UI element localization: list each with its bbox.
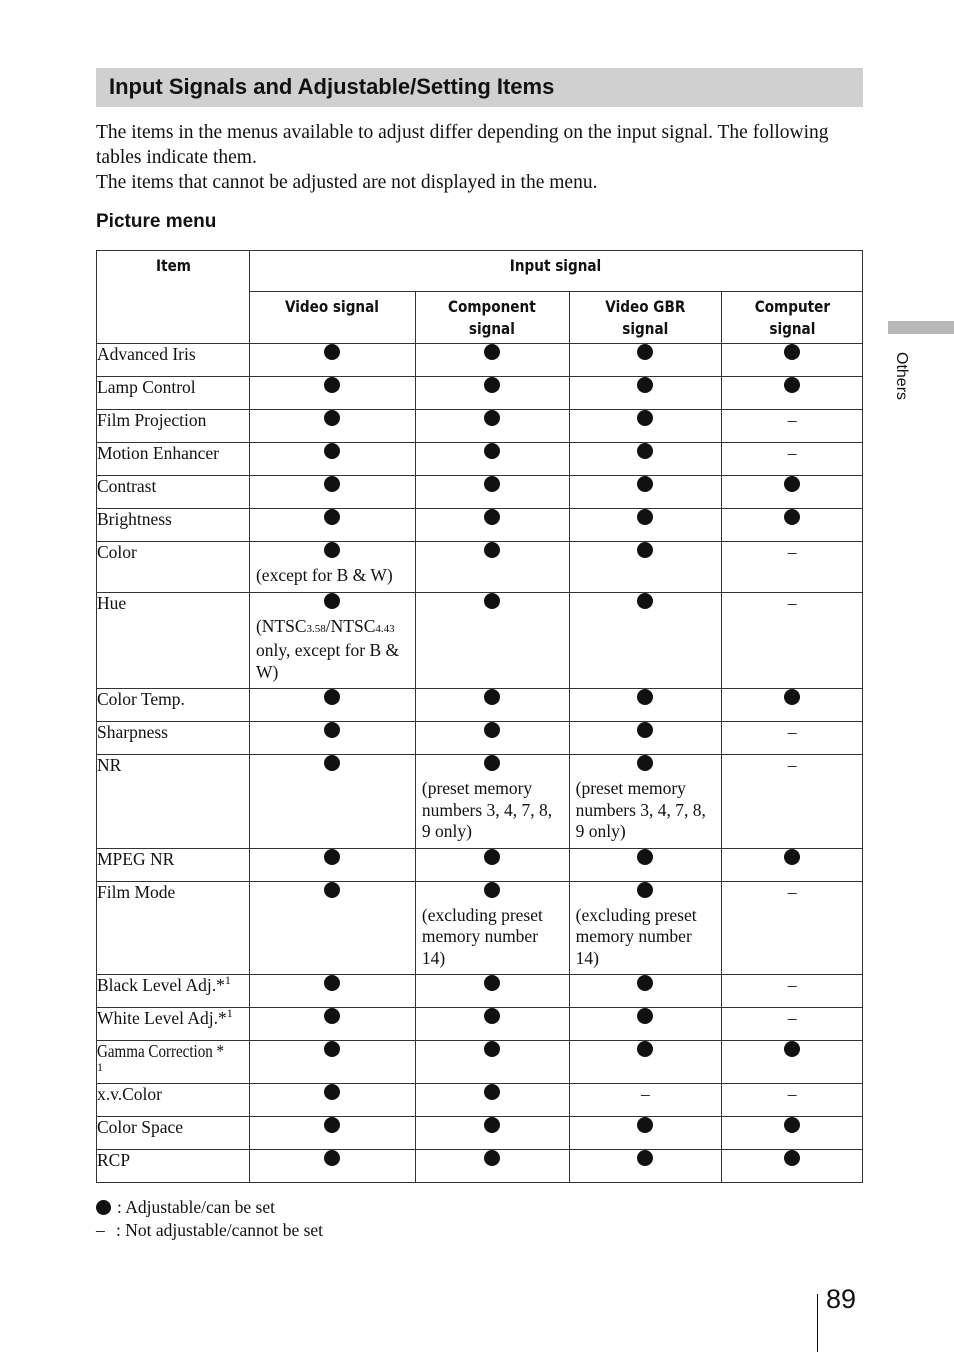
- table-row: [97, 755, 863, 849]
- signal-cell: [722, 476, 863, 509]
- signal-cell: [722, 848, 863, 881]
- adjustable-dot-icon: [637, 410, 653, 426]
- adjustable-dot-icon: [324, 1084, 340, 1100]
- not-adjustable-dash: –: [787, 881, 797, 902]
- adjustable-dot-icon: [637, 1150, 653, 1166]
- signal-cell: [249, 542, 415, 593]
- adjustable-dot-icon: [784, 476, 800, 492]
- signal-cell: [415, 848, 569, 881]
- header-video-signal: Video signal: [262, 292, 403, 344]
- header-input-signal: Input signal: [295, 251, 816, 292]
- not-adjustable-dash: –: [787, 1084, 797, 1104]
- row-item-label: [97, 443, 250, 476]
- row-item-label: [97, 1041, 250, 1084]
- adjustable-dot-icon: [484, 1150, 500, 1166]
- adjustable-dot-icon: [324, 344, 340, 360]
- side-tab-label: Others: [893, 352, 910, 401]
- item-text: Brightness: [97, 509, 172, 529]
- row-item-label: [97, 542, 250, 593]
- not-adjustable-dash: –: [787, 542, 797, 562]
- header-video-gbr-signal: Video GBR signal: [581, 292, 711, 344]
- note-part: 3.58: [306, 622, 326, 635]
- row-item-label: [97, 592, 250, 689]
- legend-not-adjustable: [96, 1219, 323, 1242]
- adjustable-dot-icon: [324, 1117, 340, 1133]
- signal-cell: [249, 344, 415, 377]
- adjustable-dot-icon: [484, 689, 500, 705]
- signal-cell: [722, 975, 863, 1008]
- signal-cell: [249, 443, 415, 476]
- adjustable-dot-icon: [637, 755, 653, 771]
- adjustable-dot-icon: [637, 443, 653, 459]
- adjustable-dot-icon: [324, 1150, 340, 1166]
- adjustable-dot-icon: [324, 975, 340, 991]
- adjustable-dot-icon: [484, 882, 500, 898]
- not-adjustable-dash: –: [787, 755, 797, 775]
- signal-cell: [569, 592, 722, 689]
- row-item-label: [97, 722, 250, 755]
- legend: [96, 1196, 323, 1242]
- adjustable-dot-icon: [637, 377, 653, 393]
- note-part: only, except for B & W): [255, 640, 400, 682]
- signal-cell: [415, 689, 569, 722]
- adjustable-dot-icon: [784, 344, 800, 360]
- adjustable-dot-icon: [637, 1117, 653, 1133]
- table-row: [97, 542, 863, 593]
- signal-cell: [249, 755, 415, 849]
- row-item-label: [97, 689, 250, 722]
- adjustable-dot-icon: [484, 542, 500, 558]
- signal-cell: [569, 377, 722, 410]
- cell-note: (excluding preset memory number 14): [421, 904, 543, 968]
- page-number-rule: [817, 1294, 818, 1352]
- note-part: (NTSC: [255, 615, 307, 636]
- signal-cell: [249, 1041, 415, 1084]
- adjustable-dot-icon: [324, 722, 340, 738]
- item-text: MPEG NR: [97, 848, 175, 869]
- item-text: Advanced Iris: [97, 344, 196, 364]
- adjustable-dot-icon: [324, 542, 340, 558]
- not-adjustable-dash: –: [787, 443, 797, 463]
- adjustable-dot-icon: [637, 689, 653, 705]
- table-row: [97, 410, 863, 443]
- header-component-signal: Component signal: [427, 292, 558, 344]
- signal-cell: [569, 509, 722, 542]
- table-row: [97, 344, 863, 377]
- adjustable-dot-icon: [484, 593, 500, 609]
- signal-cell: [569, 755, 722, 849]
- header-item: Item: [108, 251, 238, 344]
- adjustable-dot-icon: [324, 1008, 340, 1024]
- note-part: /: [325, 615, 331, 636]
- adjustable-dot-icon: [324, 476, 340, 492]
- adjustable-dot-icon: [484, 377, 500, 393]
- table-row: [97, 975, 863, 1008]
- table-row: [97, 848, 863, 881]
- legend-not-adjustable-text: : Not adjustable/cannot be set: [116, 1220, 324, 1240]
- signal-cell: [569, 881, 722, 975]
- signal-cell: [722, 344, 863, 377]
- adjustable-dot-icon: [324, 410, 340, 426]
- signal-cell: [569, 722, 722, 755]
- adjustable-dot-icon: [784, 377, 800, 393]
- table-row: [97, 881, 863, 975]
- adjustable-dot-icon: [484, 476, 500, 492]
- signal-cell: [722, 377, 863, 410]
- row-item-label: [97, 476, 250, 509]
- table-row: [97, 1041, 863, 1084]
- note-part: 4.43: [375, 622, 395, 635]
- not-adjustable-dash: –: [641, 1084, 650, 1104]
- adjustable-dot-icon: [484, 1084, 500, 1100]
- adjustable-dot-icon: [484, 1117, 500, 1133]
- item-text: Film Projection: [97, 410, 207, 430]
- signal-cell: [722, 1041, 863, 1084]
- signal-cell: [722, 1117, 863, 1150]
- adjustable-dot-icon: [484, 722, 500, 738]
- table-row: [97, 592, 863, 689]
- adjustable-dot-icon: [637, 344, 653, 360]
- row-item-label: [97, 410, 250, 443]
- adjustable-dot-icon: [324, 377, 340, 393]
- legend-adjustable-text: : Adjustable/can be set: [117, 1197, 275, 1217]
- adjustable-dot-icon: [484, 1008, 500, 1024]
- signal-cell: [415, 722, 569, 755]
- signal-cell: [415, 1117, 569, 1150]
- adjustable-dot-icon: [324, 689, 340, 705]
- cell-note: (excluding preset memory number 14): [575, 904, 697, 968]
- adjustable-dot-icon: [484, 410, 500, 426]
- footnote-marker: 1: [224, 973, 231, 988]
- signal-cell: [415, 344, 569, 377]
- item-text: Color Space: [97, 1117, 184, 1137]
- row-item-label: [97, 1008, 250, 1041]
- side-tab-marker: [888, 321, 954, 334]
- page-number: 89: [826, 1284, 857, 1314]
- signal-cell: [249, 1150, 415, 1183]
- row-item-label: [97, 377, 250, 410]
- adjustable-dot-icon: [637, 542, 653, 558]
- row-item-label: [97, 1150, 250, 1183]
- signal-cell: [249, 1117, 415, 1150]
- adjustable-dot-icon: [637, 849, 653, 865]
- adjustable-dot-icon: [484, 975, 500, 991]
- item-text: NR: [97, 755, 122, 775]
- cell-note: [250, 614, 415, 689]
- signal-cell: [722, 509, 863, 542]
- item-text: Color: [97, 542, 137, 562]
- intro-text: [96, 120, 866, 195]
- adjustable-dot-icon: [784, 689, 800, 705]
- adjustable-dot-icon: [324, 849, 340, 865]
- adjustable-dot-icon: [784, 1041, 800, 1057]
- legend-adjustable: [96, 1196, 323, 1219]
- row-item-label: [97, 1084, 250, 1117]
- signal-cell: [415, 509, 569, 542]
- item-text: x.v.Color: [97, 1084, 162, 1104]
- adjustable-dot-icon: [484, 344, 500, 360]
- item-text: Film Mode: [97, 881, 176, 902]
- signal-cell: [569, 1041, 722, 1084]
- item-text: White Level Adj.*: [97, 1008, 227, 1028]
- signal-cell: [415, 1150, 569, 1183]
- signal-cell: [415, 1084, 569, 1117]
- signal-cell: [249, 881, 415, 975]
- adjustable-dot-icon: [784, 1150, 800, 1166]
- adjustable-dot-icon: [784, 849, 800, 865]
- item-text: Color Temp.: [97, 689, 185, 709]
- note-part: NTSC: [330, 615, 376, 636]
- signal-cell: [415, 542, 569, 593]
- header-computer-signal: Computer signal: [732, 292, 852, 344]
- row-item-label: [97, 755, 250, 849]
- signal-cell: [722, 881, 863, 975]
- table-row: [97, 1150, 863, 1183]
- adjustable-dot-icon: [637, 476, 653, 492]
- table-row: [97, 689, 863, 722]
- signal-cell: [722, 722, 863, 755]
- adjustable-dot-icon: [484, 849, 500, 865]
- intro-paragraph: The items in the menus available to adjust differ depending on the input signal. The following tables indicate them.: [96, 122, 829, 168]
- signal-cell: [569, 410, 722, 443]
- item-text: RCP: [97, 1150, 131, 1170]
- adjustable-dot-icon: [484, 1041, 500, 1057]
- signal-cell: [569, 542, 722, 593]
- adjustable-dot-icon: [324, 443, 340, 459]
- signal-cell: [415, 881, 569, 975]
- signal-cell: [415, 476, 569, 509]
- item-text: Hue: [97, 592, 127, 613]
- row-item-label: [97, 848, 250, 881]
- footnote-marker: 1: [97, 1060, 103, 1075]
- adjustable-dot-icon: [637, 882, 653, 898]
- cell-note: (except for B & W): [255, 565, 393, 585]
- adjustable-dot-icon: [484, 755, 500, 771]
- signal-cell: [249, 1008, 415, 1041]
- table-row: [97, 1084, 863, 1117]
- signal-cell: [249, 848, 415, 881]
- not-adjustable-dash: –: [787, 410, 797, 430]
- filled-circle-icon: [96, 1200, 111, 1215]
- signal-cell: [569, 1084, 722, 1117]
- item-text: Motion Enhancer: [97, 443, 219, 463]
- table-row: [97, 1008, 863, 1041]
- item-text: Black Level Adj.*: [97, 975, 225, 995]
- signal-cell: [249, 1084, 415, 1117]
- adjustable-dot-icon: [637, 975, 653, 991]
- signal-cell: [415, 1041, 569, 1084]
- table-row: [97, 377, 863, 410]
- signal-cell: [249, 476, 415, 509]
- dash-symbol: –: [96, 1220, 105, 1240]
- cell-note: (preset memory numbers 3, 4, 7, 8, 9 only): [575, 778, 706, 841]
- signal-cell: [722, 689, 863, 722]
- not-adjustable-dash: –: [787, 1008, 797, 1028]
- table-row: [97, 722, 863, 755]
- adjustable-dot-icon: [484, 509, 500, 525]
- signal-cell: [415, 377, 569, 410]
- signal-cell: [415, 975, 569, 1008]
- signal-cell: [415, 592, 569, 689]
- not-adjustable-dash: –: [787, 592, 797, 613]
- signal-cell: [415, 1008, 569, 1041]
- signal-cell: [569, 689, 722, 722]
- signal-cell: [569, 1008, 722, 1041]
- signal-cell: [415, 410, 569, 443]
- item-text: Lamp Control: [97, 377, 196, 397]
- signal-cell: [569, 476, 722, 509]
- signal-cell: [415, 443, 569, 476]
- intro-paragraph: The items that cannot be adjusted are not displayed in the menu.: [96, 172, 598, 193]
- adjustable-dot-icon: [637, 1008, 653, 1024]
- signal-cell: [722, 755, 863, 849]
- signal-cell: [249, 377, 415, 410]
- adjustable-dot-icon: [484, 443, 500, 459]
- adjustable-dot-icon: [324, 882, 340, 898]
- picture-menu-table: [96, 250, 863, 1183]
- signal-cell: [569, 848, 722, 881]
- signal-cell: [722, 1084, 863, 1117]
- adjustable-dot-icon: [324, 509, 340, 525]
- item-text: Sharpness: [97, 722, 168, 742]
- table-row: [97, 1117, 863, 1150]
- table-row: [97, 443, 863, 476]
- row-item-label: [97, 509, 250, 542]
- signal-cell: [722, 1150, 863, 1183]
- signal-cell: [569, 1117, 722, 1150]
- signal-cell: [569, 975, 722, 1008]
- signal-cell: [249, 975, 415, 1008]
- signal-cell: [415, 755, 569, 849]
- signal-cell: [722, 410, 863, 443]
- adjustable-dot-icon: [324, 755, 340, 771]
- footnote-marker: 1: [226, 1006, 233, 1021]
- item-text: Gamma Correction *: [97, 1041, 225, 1061]
- signal-cell: [569, 443, 722, 476]
- section-header-bar: [96, 68, 863, 107]
- row-item-label: [97, 975, 250, 1008]
- row-item-label: [97, 344, 250, 377]
- signal-cell: [249, 509, 415, 542]
- signal-cell: [249, 722, 415, 755]
- not-adjustable-dash: –: [787, 722, 797, 742]
- signal-cell: [249, 689, 415, 722]
- table-body: [97, 344, 863, 1183]
- signal-cell: [569, 1150, 722, 1183]
- signal-cell: [569, 344, 722, 377]
- section-title: Input Signals and Adjustable/Setting Items: [109, 74, 555, 99]
- adjustable-dot-icon: [637, 509, 653, 525]
- item-text: Contrast: [97, 476, 157, 496]
- signal-cell: [249, 592, 415, 689]
- cell-note: (preset memory numbers 3, 4, 7, 8, 9 only): [421, 778, 553, 841]
- adjustable-dot-icon: [637, 722, 653, 738]
- row-item-label: [97, 1117, 250, 1150]
- adjustable-dot-icon: [637, 593, 653, 609]
- signal-cell: [722, 592, 863, 689]
- adjustable-dot-icon: [324, 1041, 340, 1057]
- not-adjustable-dash: –: [787, 975, 797, 995]
- table-row: [97, 476, 863, 509]
- adjustable-dot-icon: [637, 1041, 653, 1057]
- signal-cell: [722, 443, 863, 476]
- signal-cell: [722, 542, 863, 593]
- row-item-label: [97, 881, 250, 975]
- signal-cell: [722, 1008, 863, 1041]
- table-row: [97, 509, 863, 542]
- adjustable-dot-icon: [324, 593, 340, 609]
- signal-cell: [249, 410, 415, 443]
- adjustable-dot-icon: [784, 1117, 800, 1133]
- adjustable-dot-icon: [784, 509, 800, 525]
- subsection-title: Picture menu: [96, 211, 217, 232]
